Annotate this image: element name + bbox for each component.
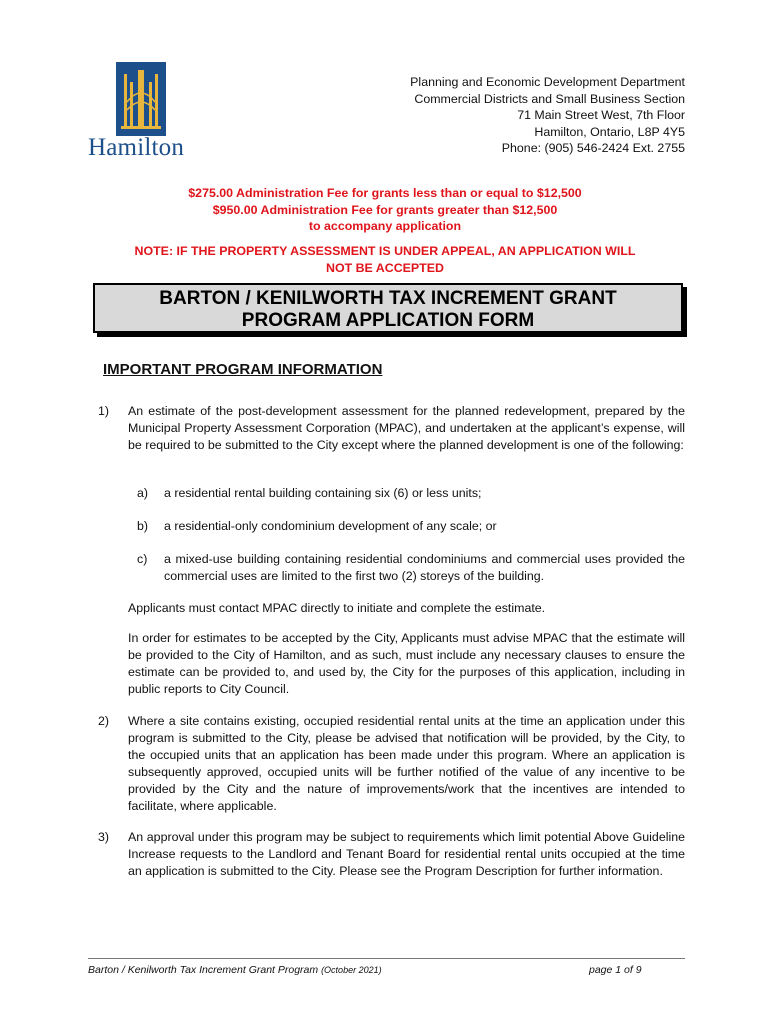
form-title-line: PROGRAM APPLICATION FORM xyxy=(241,310,535,331)
city-logo xyxy=(88,62,198,172)
sub-item-c-text: a mixed-use building containing residential condominiums and commercial uses provided the commercial uses are limited to the first two (2) storeys of the building. xyxy=(164,552,685,583)
item-number: 2) xyxy=(98,714,110,728)
sub-item-letter: b) xyxy=(137,519,149,533)
hamilton-logo-icon xyxy=(116,62,166,136)
sub-item-letter: a) xyxy=(137,486,149,500)
item-2-text: Where a site contains existing, occupied residential rental units at the time an application under this program is submitted to the City, please be advised that notification will be provided, by the City, to the occupied units that an application has been made under this program. Where an application is subsequently approved, occupied units will be further notified of the value of any incentive to be provided by the City and the nature of improvements/work that the incentives are intended to facilitate, where applicable. xyxy=(128,714,685,813)
sub-item-b-text: a residential-only condominium development of any scale; or xyxy=(164,519,497,533)
logo-wordmark: Hamilton xyxy=(88,134,185,161)
footer-date: (October 2021) xyxy=(321,965,382,975)
item-3-text: An approval under this program may be subject to requirements which limit potential Above Guideline Increase requests to the Landlord and Tenant Board for residential rental units occupied at the time an application is submitted to the City. Please see the Program Description for further information. xyxy=(128,830,685,878)
item-1-text: An estimate of the post-development assessment for the planned redevelopment, prepared by the Municipal Property Assessment Corporation (MPAC), and undertaken at the applicant’s expense, will be required to be submitted to the City except where the planned development is one of the following: xyxy=(128,404,685,452)
footer-program-name xyxy=(88,964,382,976)
item-number: 1) xyxy=(98,404,110,418)
fee-line: $275.00 Administration Fee for grants less than or equal to $12,500 xyxy=(188,186,582,200)
mpac-instruction: Applicants must contact MPAC directly to initiate and complete the estimate. xyxy=(128,601,546,615)
fee-line: to accompany application xyxy=(308,219,462,234)
address-line: Hamilton, Ontario, L8P 4Y5 xyxy=(534,124,685,139)
department-address xyxy=(410,74,685,157)
page-number: page 1 of 9 xyxy=(589,964,642,976)
fee-line: $950.00 Administration Fee for grants greater than $12,500 xyxy=(212,202,558,217)
form-title xyxy=(95,288,681,332)
fee-notice xyxy=(0,185,770,235)
item-number: 3) xyxy=(98,830,110,844)
sub-item-letter: c) xyxy=(137,552,148,566)
address-line: Commercial Districts and Small Business Section xyxy=(414,91,685,106)
form-title-box xyxy=(93,283,683,333)
address-line: Phone: (905) 546-2424 Ext. 2755 xyxy=(501,141,685,156)
footer-program-title: Barton / Kenilworth Tax Increment Grant Program xyxy=(88,964,319,976)
footer-divider xyxy=(88,958,685,959)
sub-item-a-text: a residential rental building containing six (6) or less units; xyxy=(164,486,482,500)
mpac-estimate-paragraph: In order for estimates to be accepted by the City, Applicants must advise MPAC that the estimate will be provided to the City of Hamilton, and as such, must include any necessary clauses to ensure the estimate can be provided to, and used by, the City for the purposes of this application, including in public reports to City Council. xyxy=(128,631,685,696)
form-title-line: BARTON / KENILWORTH TAX INCREMENT GRANT xyxy=(159,288,617,309)
section-heading: IMPORTANT PROGRAM INFORMATION xyxy=(103,361,383,378)
appeal-note xyxy=(0,243,770,276)
note-line: NOTE: IF THE PROPERTY ASSESSMENT IS UNDER APPEAL, AN APPLICATION WILL xyxy=(134,244,636,258)
note-line: NOT BE ACCEPTED xyxy=(326,260,444,275)
address-line: 71 Main Street West, 7th Floor xyxy=(517,108,685,123)
address-line: Planning and Economic Development Department xyxy=(410,75,685,89)
